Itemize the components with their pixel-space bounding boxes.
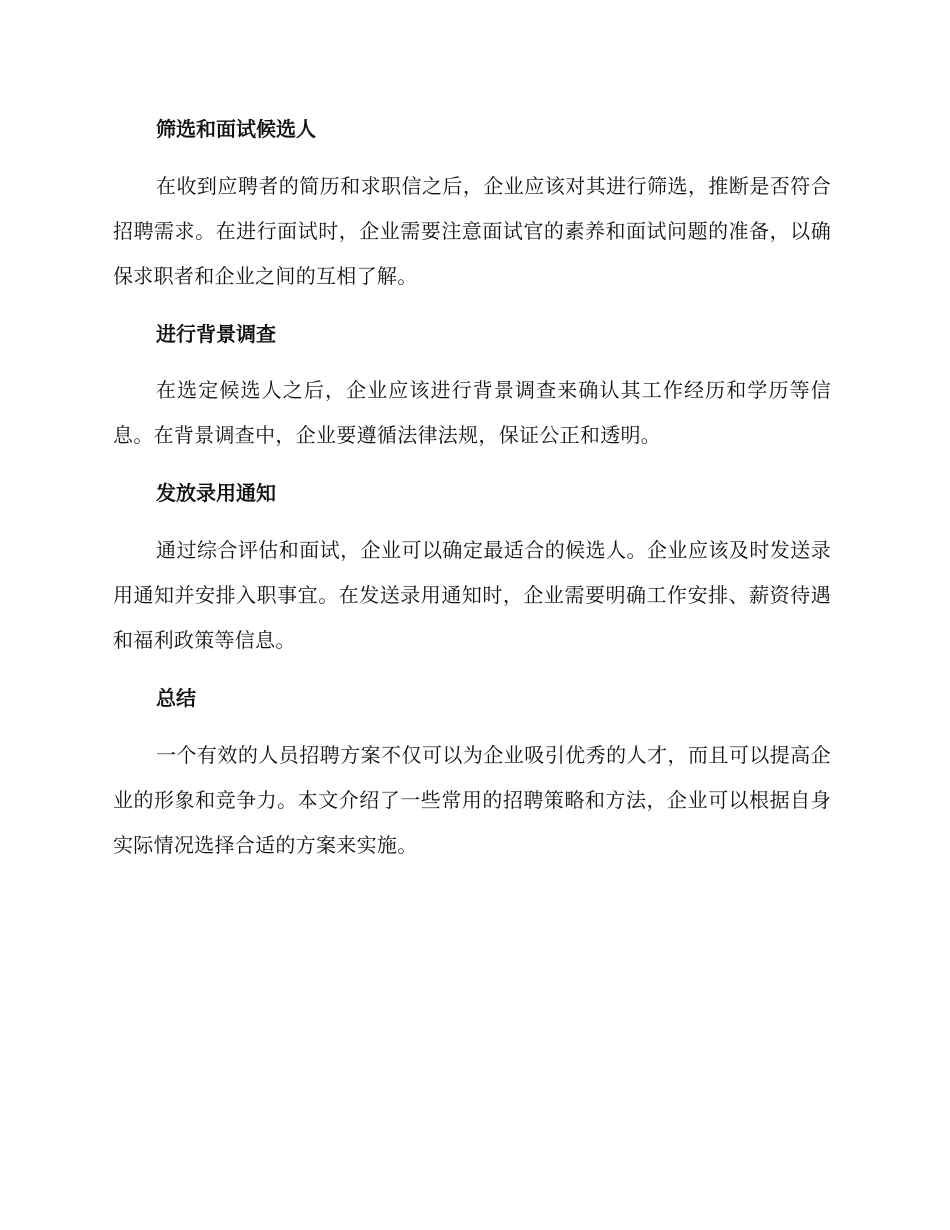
section-heading-screening: 筛选和面试候选人 (156, 117, 316, 141)
section-paragraph-screening: 在收到应聘者的简历和求职信之后，企业应该对其进行筛选，推断是否符合招聘需求。在进行面试时，企业需要注意面试官的素养和面试问题的准备，以确保求职者和企业之间的互相了解。 (113, 174, 831, 288)
section-paragraph-summary: 一个有效的人员招聘方案不仅可以为企业吸引优秀的人才，而且可以提高企业的形象和竞争力。本文介绍了一些常用的招聘策略和方法，企业可以根据自身实际情况选择合适的方案来实施。 (113, 743, 831, 857)
section-paragraph-background-check: 在选定候选人之后，企业应该进行背景调查来确认其工作经历和学历等信息。在背景调查中，企业要遵循法律法规，保证公正和透明。 (113, 378, 831, 447)
section-heading-summary: 总结 (156, 686, 196, 710)
section-heading-background-check: 进行背景调查 (156, 322, 276, 346)
section-heading-offer: 发放录用通知 (156, 481, 276, 505)
section-paragraph-offer: 通过综合评估和面试，企业可以确定最适合的候选人。企业应该及时发送录用通知并安排入职事宜。在发送录用通知时，企业需要明确工作安排、薪资待遇和福利政策等信息。 (113, 538, 831, 652)
